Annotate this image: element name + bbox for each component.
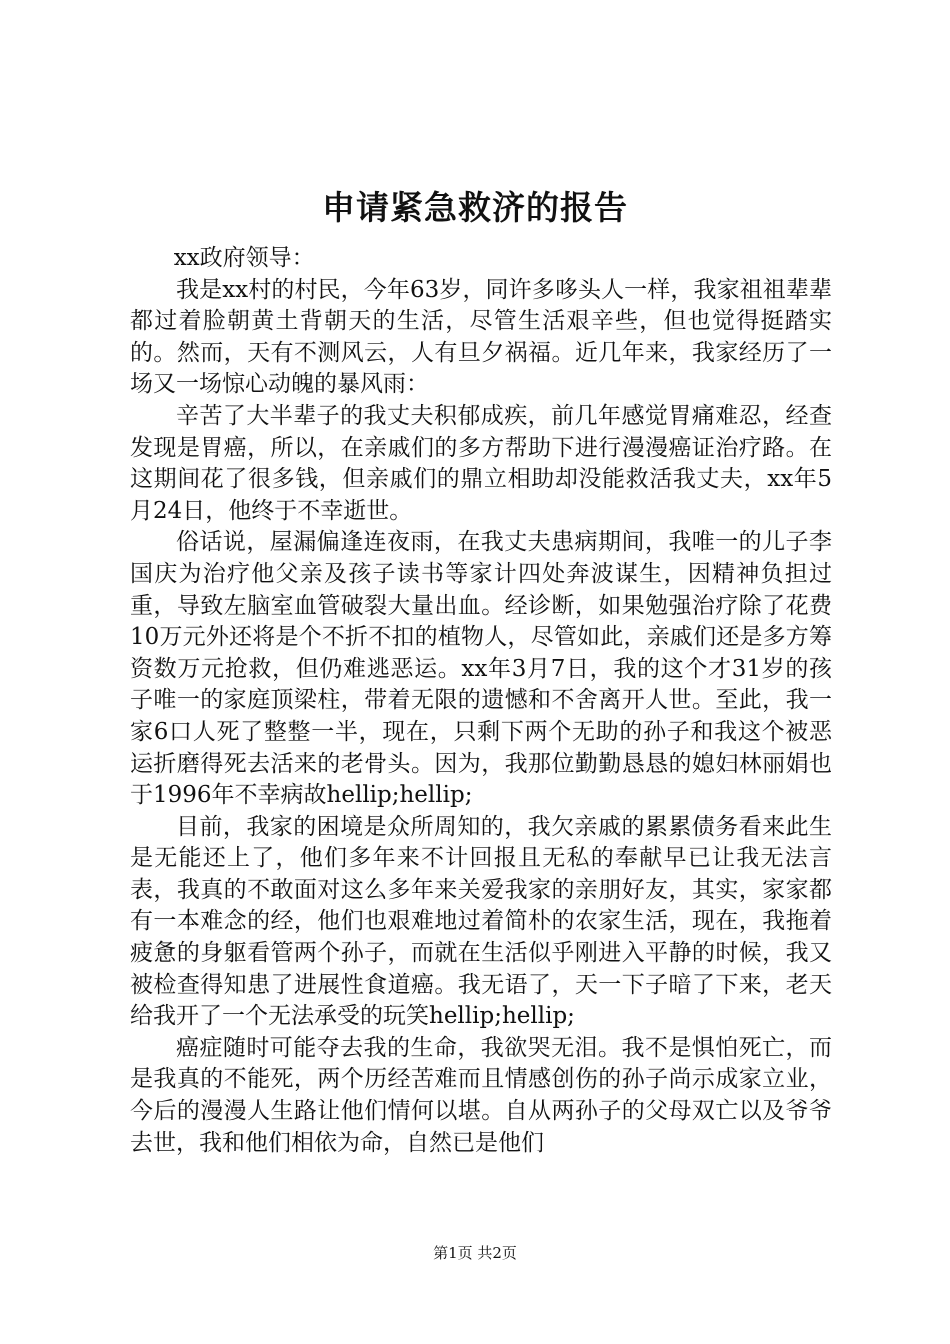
salutation: xx政府领导： <box>173 245 315 271</box>
paragraph-1: 我是xx村的村民，今年63岁，同许多哆头人一样，我家祖祖辈辈都过着脸朝黄土背朝天的生活，尽管生活艰辛些，但也觉得挺踏实的。然而，天有不测风云，人有旦夕祸福。近几年来，我家经历了一场又一场惊心动魄的暴风雨： <box>130 276 832 398</box>
document-body <box>130 243 832 1159</box>
paragraph-2: 辛苦了大半辈子的我丈夫积郁成疾，前几年感觉胃痛难忍，经查发现是胃癌，所以，在亲戚们的多方帮助下进行漫漫癌证治疗路。在这期间花了很多钱，但亲戚们的鼎立相助却没能救活我丈夫，xx年5月24日，他终于不幸逝世。 <box>130 402 832 524</box>
paragraph-4: 目前，我家的困境是众所周知的，我欠亲戚的累累债务看来此生是无能还上了，他们多年来不计回报且无私的奉献早已让我无法言表，我真的不敢面对这么多年来关爱我家的亲朋好友，其实，家家都有一本难念的经，他们也艰难地过着简朴的农家生活，现在，我拖着疲惫的身躯看管两个孙子，而就在生活似乎刚进入平静的时候，我又被检查得知患了进展性食道癌。我无语了，天一下子暗了下来，老天给我开了一个无法承受的玩笑hellip;hellip; <box>130 813 832 1030</box>
page-number-footer: 第1页 共2页 <box>433 1244 517 1262</box>
paragraph-5: 癌症随时可能夺去我的生命，我欲哭无泪。我不是惧怕死亡，而是我真的不能死，两个历经苦难而且情感创伤的孙子尚示成家立业，今后的漫漫人生路让他们情何以堪。自从两孙子的父母双亡以及爷爷去世，我和他们相依为命，自然已是他们 <box>130 1034 832 1156</box>
document-title: 申请紧急救济的报告 <box>322 188 628 227</box>
paragraph-3: 俗话说，屋漏偏逢连夜雨，在我丈夫患病期间，我唯一的儿子李国庆为治疗他父亲及孩子读书等家计四处奔波谋生，因精神负担过重，导致左脑室血管破裂大量出血。经诊断，如果勉强治疗除了花费10万元外还将是个不折不扣的植物人，尽管如此，亲戚们还是多方筹资数万元抢救，但仍难逃恶运。xx年3月7日，我的这个才31岁的孩子唯一的家庭顶梁柱，带着无限的遗憾和不舍离开人世。至此，我一家6口人死了整整一半，现在，只剩下两个无助的孙子和我这个被恶运折磨得死去活来的老骨头。因为，我那位勤勤恳恳的媳妇林丽娟也于1996年不幸病故hellip;hellip; <box>130 529 832 809</box>
